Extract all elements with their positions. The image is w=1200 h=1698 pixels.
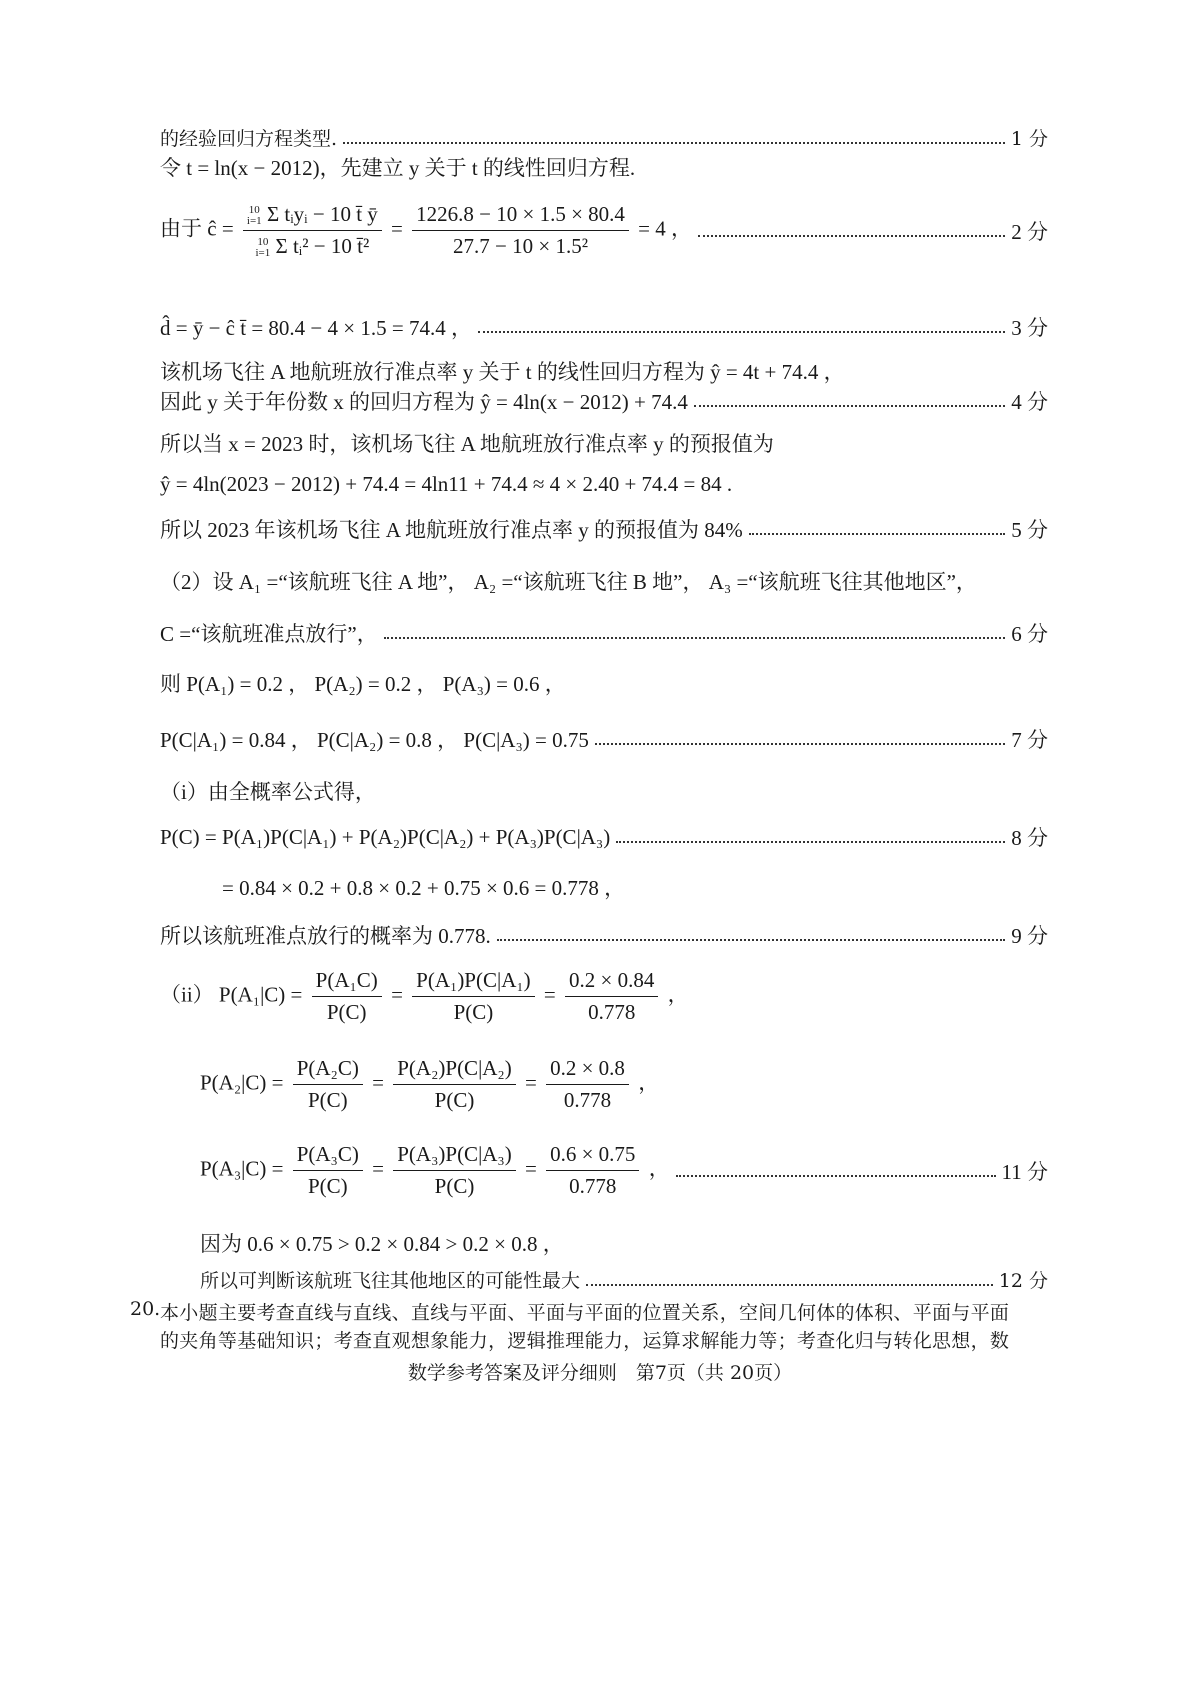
score-mark: 8 分 — [1011, 826, 1048, 850]
dot-leader — [694, 405, 1005, 407]
score-mark: 5 分 — [1011, 518, 1048, 542]
dot-leader — [676, 1175, 996, 1177]
question-20-number: 20. — [130, 1298, 161, 1320]
line-prediction-calc: ŷ = 4ln(2023 − 2012) + 74.4 = 4ln11 + 74.4 ≈ 4 × 2.40 + 74.4 = 84 . — [160, 472, 733, 496]
score-mark: 12 分 — [998, 1270, 1048, 1292]
line-bayes-a1: （ii） P(A₁|C) = $\frac{\text{P(A₁C)}}{P(C)}$ = $\frac{\text{P(A₁)P(C|A₁)}}{P(C)}$ = $\frac{0.2 \times 0.84}{0.778}$ ， — [160, 968, 689, 1024]
dot-leader — [586, 1284, 993, 1286]
line-comparison: 因为 0.6 × 0.75 > 0.2 × 0.84 > 0.2 × 0.8 ， — [200, 1232, 564, 1256]
line-regression-x: 因此 y 关于年份数 x 的回归方程为 ŷ = 4ln(x − 2012) + 74.4 4 分 — [160, 386, 1048, 416]
line-prior-probs: 则 P(A₁) = 0.2 ， P(A₂) = 0.2 ， P(A₃) = 0.6 ， — [160, 672, 566, 696]
dot-leader — [384, 637, 1006, 639]
line-let-t: 令 t = ln(x − 2012)，先建立 y 关于 t 的线性回归方程. — [160, 156, 636, 180]
dot-leader — [595, 743, 1005, 745]
line-linear-eq: 该机场飞往 A 地航班放行准点率 y 关于 t 的线性回归方程为 ŷ = 4t + 74.4 ， — [160, 360, 845, 384]
score-mark: 9 分 — [1011, 924, 1048, 948]
dot-leader — [478, 331, 1005, 333]
dot-leader — [497, 939, 1006, 941]
score-mark: 4 分 — [1011, 390, 1048, 414]
line-total-probability: P(C) = P(A₁)P(C|A₁) + P(A₂)P(C|A₂) + P(A₃)P(C|A₃) 8 分 — [160, 822, 1048, 852]
line-part-i: （i）由全概率公式得， — [160, 780, 376, 804]
line-define-c: C =“该航班准点放行”， 6 分 — [160, 618, 1048, 648]
line-x-2023: 所以当 x = 2023 时，该机场飞往 A 地航班放行准点率 y 的预报值为 — [160, 432, 774, 456]
c-hat-fraction-numeric: $\frac{1226.8 - 10 \times 1.5 \times 80.4}{\text{27.7 − 10 × 1.5²}}$ — [412, 202, 629, 259]
line-prediction-84: 所以 2023 年该机场飞往 A 地航班放行准点率 y 的预报值为 84% 5 分 — [160, 514, 1048, 544]
score-mark: 2 分 — [1011, 219, 1048, 244]
line-regression-type: 的经验回归方程类型. 1 分 — [160, 124, 1048, 151]
dot-leader — [698, 235, 1005, 237]
score-mark: 11 分 — [1001, 1159, 1048, 1184]
line-total-probability-value: = 0.84 × 0.2 + 0.8 × 0.2 + 0.75 × 0.6 = 0.778 ， — [222, 876, 626, 900]
line-conditional-probs: P(C|A₁) = 0.84 ， P(C|A₂) = 0.8 ， P(C|A₃) = 0.75 7 分 — [160, 724, 1048, 754]
dot-leader — [616, 841, 1005, 843]
line-conclusion: 所以可判断该航班飞往其他地区的可能性最大 12 分 — [200, 1266, 1048, 1293]
line-c-hat: 由于 ĉ = 10 i=1 Σ tᵢyᵢ − 10 t̄ ȳ 10 i=1 Σ tᵢ² − 10 t̄² = $\frac{1226.8 - 10 \times 1.5 \times 80.4}{\text{27.7 − 10 × 1.5²}}$ = 4 ， 2 分 — [160, 202, 1048, 260]
line-bayes-a2: P(A₂|C) = $\frac{\text{P(A₂C)}}{P(C)}$ = $\frac{\text{P(A₂)P(C|A₂)}}{P(C)}$ = $\frac{0.2 \times 0.8}{0.778}$ ， — [200, 1056, 660, 1112]
question-20-line2: 的夹角等基础知识；考查直观想象能力，逻辑推理能力，运算求解能力等；考查化归与转化思想，数 — [160, 1330, 1010, 1352]
dot-leader — [343, 142, 1005, 144]
line-d-hat: d̂ = ȳ − ĉ t̄ = 80.4 − 4 × 1.5 = 74.4 ， 3 分 — [160, 312, 1048, 342]
score-mark: 7 分 — [1011, 728, 1048, 752]
line-bayes-a3: P(A₃|C) = $\frac{\text{P(A₃C)}}{P(C)}$ = $\frac{\text{P(A₃)P(C|A₃)}}{P(C)}$ = $\frac{0.6 \times 0.75}{0.778}$ ， 11 分 — [200, 1142, 1048, 1198]
line-prob-0778: 所以该航班准点放行的概率为 0.778. 9 分 — [160, 920, 1048, 950]
score-mark: 6 分 — [1011, 622, 1048, 646]
c-hat-fraction-symbolic: 10 i=1 Σ tᵢyᵢ − 10 t̄ ȳ 10 i=1 Σ tᵢ² − 10 t̄² — [243, 202, 382, 259]
question-20-line1: 本小题主要考查直线与直线、直线与平面、平面与平面的位置关系，空间几何体的体积、平面与平面 — [160, 1302, 1010, 1324]
line-define-events: （2）设 A₁ =“该航班飞往 A 地”， A₂ =“该航班飞往 B 地”， A₃ =“该航班飞往其他地区”， — [160, 570, 977, 594]
dot-leader — [749, 533, 1006, 535]
score-mark: 3 分 — [1011, 316, 1048, 340]
page-footer: 数学参考答案及评分细则 第7页（共 20页） — [407, 1362, 793, 1384]
score-mark: 1 分 — [1010, 128, 1048, 150]
